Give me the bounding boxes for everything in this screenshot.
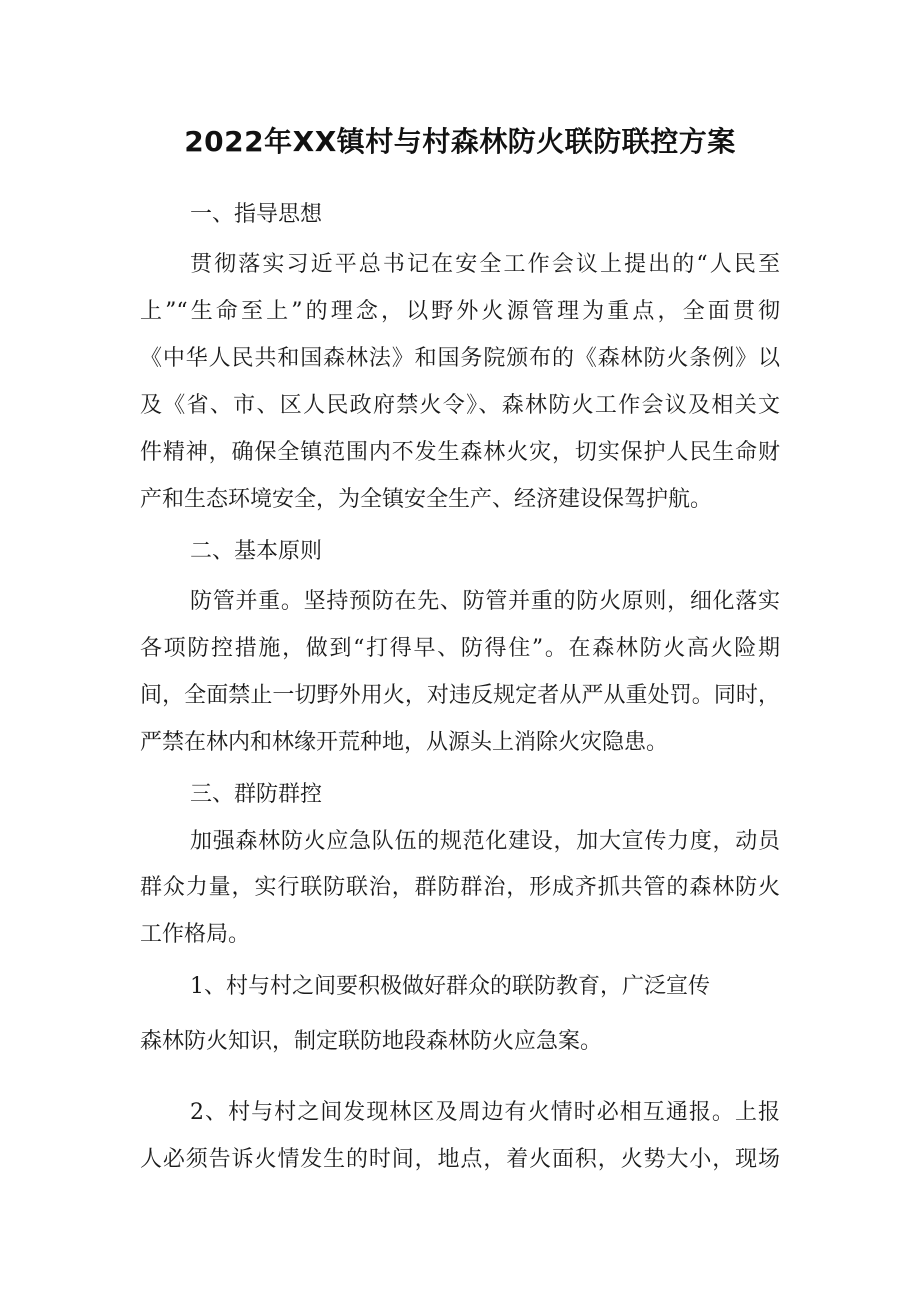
section-heading-mass-prevention: 三、群防群控 [190,782,323,807]
document-title: 2022年XX镇村与村森林防火联防联控方案 [184,125,736,158]
paragraph-line: 间，全面禁止一切野外用火，对违反规定者从严从重处罚。同时， [140,683,780,708]
paragraph-line: 加强森林防火应急队伍的规范化建设，加大宣传力度，动员 [190,829,780,854]
paragraph-line: 防管并重。坚持预防在先、防管并重的防火原则，细化落实 [190,589,780,614]
list-item-1: 1、村与村之间要积极做好群众的联防教育，广泛宣传 [190,974,710,999]
paragraph-line: 群众力量，实行联防联治，群防群治，形成齐抓共管的森林防火 [140,875,780,900]
paragraph-line: 各项防控措施，做到“打得早、防得住”。在森林防火高火险期 [140,636,780,661]
paragraph-line: 贯彻落实习近平总书记在安全工作会议上提出的“人民至 [190,252,780,277]
paragraph-line: 产和生态环境安全，为全镇安全生产、经济建设保驾护航。 [140,487,713,512]
paragraph-line: 人必须告诉火情发生的时间，地点，着火面积，火势大小，现场 [140,1147,780,1172]
section-heading-basic-principles: 二、基本原则 [190,539,323,564]
list-item-2: 2、村与村之间发现林区及周边有火情时必相互通报。上报 [190,1100,780,1125]
section-heading-guiding-ideology: 一、指导思想 [190,202,323,227]
paragraph-line: 《中华人民共和国森林法》和国务院颁布的《森林防火条例》以 [140,346,780,371]
paragraph-line: 森林防火知识，制定联防地段森林防火应急案。 [140,1029,603,1054]
paragraph-line: 严禁在林内和林缘开荒种地，从源头上消除火灾隐患。 [140,730,669,755]
paragraph-line: 工作格局。 [140,922,251,947]
paragraph-line: 上”“生命至上”的理念，以野外火源管理为重点，全面贯彻 [140,299,780,324]
paragraph-line: 件精神，确保全镇范围内不发生森林火灾，切实保护人民生命财 [140,440,780,465]
paragraph-line: 及《省、市、区人民政府禁火令》、森林防火工作会议及相关文 [140,393,780,418]
